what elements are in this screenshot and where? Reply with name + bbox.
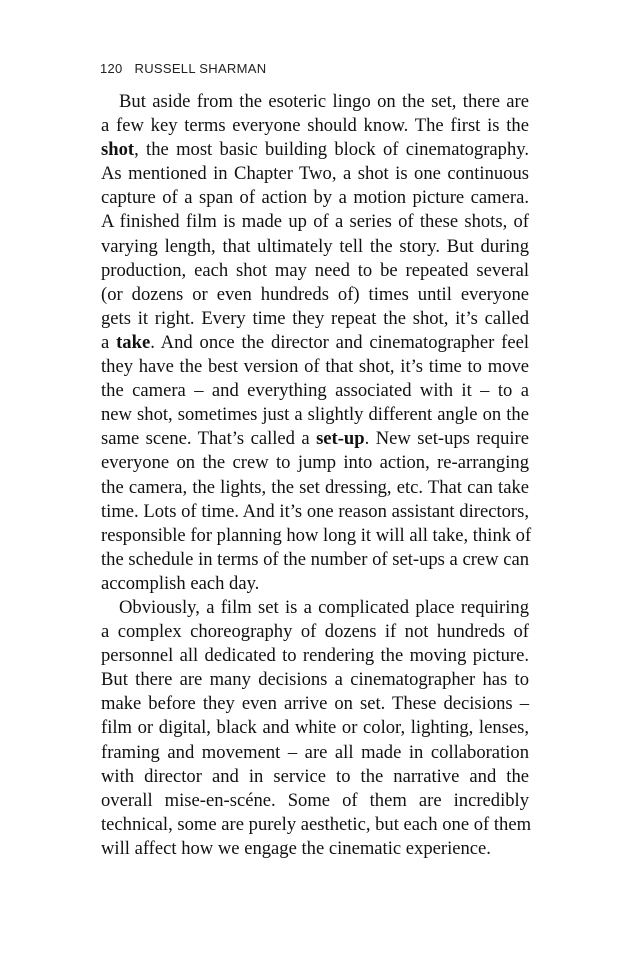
text-line [101, 162, 529, 186]
text-line [101, 235, 529, 259]
text-line [101, 741, 529, 765]
text-line [101, 307, 529, 331]
text-line [101, 620, 529, 644]
text-run: framing and movement – are all made in collaboration [101, 741, 529, 763]
text-run: everyone on the crew to jump into action, re-arranging [101, 452, 529, 474]
text-run: capture of a span of action by a motion picture camera. [101, 187, 529, 209]
text-line [101, 403, 529, 427]
text-line [101, 596, 529, 620]
text-run: , the most basic building block of cinematography. [134, 139, 529, 161]
text-run: overall mise-en-scéne. Some of them are incredibly [101, 789, 529, 811]
text-line [101, 668, 529, 692]
text-line [101, 572, 529, 596]
key-term: take [116, 331, 151, 353]
text-line [101, 692, 529, 716]
text-line [101, 837, 529, 861]
text-run: the schedule in terms of the number of set-ups a crew can [101, 548, 530, 570]
text-line [101, 427, 529, 451]
text-run: will affect how we engage the cinematic experience. [101, 837, 491, 859]
text-run: But aside from the esoteric lingo on the set, there are [119, 91, 529, 112]
text-line [101, 379, 529, 403]
text-run: a complex choreography of dozens if not hundreds of [101, 621, 529, 643]
text-run: same scene. That’s called a [101, 428, 317, 450]
text-line [101, 524, 532, 548]
text-run: But there are many decisions a cinematographer has to [101, 669, 529, 691]
text-run: a few key terms everyone should know. The first is the [101, 115, 529, 137]
text-line [101, 548, 529, 572]
text-line [101, 644, 529, 668]
key-term: set-up [316, 428, 365, 450]
body-text [101, 90, 532, 861]
text-run: accomplish each day. [101, 572, 260, 594]
text-line [101, 813, 532, 837]
text-run: . New set-ups require [364, 428, 529, 450]
text-run: As mentioned in Chapter Two, a shot is one continuous [101, 163, 529, 185]
text-line [101, 765, 529, 789]
text-line [101, 259, 529, 283]
text-run: the camera, the lights, the set dressing, etc. That can take [101, 476, 529, 498]
text-run: with director and in service to the narrative and the [101, 765, 529, 787]
text-line [101, 114, 529, 138]
text-run: film or digital, black and white or color, lighting, lenses, [101, 717, 529, 739]
text-run: personnel all dedicated to rendering the moving picture. [101, 645, 529, 667]
text-line [101, 500, 529, 524]
text-line [101, 90, 529, 114]
text-run: A finished film is made up of a series of these shots, of [101, 211, 529, 233]
text-line [101, 476, 529, 500]
text-line [101, 716, 529, 740]
text-run: they have the best version of that shot, it’s time to move [101, 356, 529, 378]
text-run: a [101, 331, 117, 353]
text-run: . And once the director and cinematographer feel [150, 331, 530, 353]
text-run: make before they even arrive on set. These decisions – [101, 693, 529, 715]
text-line [101, 789, 529, 813]
text-run: the camera – and everything associated with it – to a [101, 380, 529, 402]
text-run: technical, some are purely aesthetic, but each one of them [101, 813, 532, 835]
page-number: 120 [100, 61, 123, 76]
text-line [101, 138, 529, 162]
text-run: Obviously, a film set is a complicated place requiring [119, 596, 529, 618]
key-term: shot [101, 139, 135, 161]
text-run: varying length, that ultimately tell the story. But during [101, 235, 529, 257]
text-run: time. Lots of time. And it’s one reason assistant directors, [101, 500, 529, 522]
text-line [101, 283, 529, 307]
text-run: new shot, sometimes just a slightly different angle on the [101, 404, 529, 426]
text-line [101, 355, 529, 379]
text-line [101, 451, 529, 475]
text-line [101, 331, 529, 355]
running-head [100, 61, 266, 76]
running-head-author: RUSSELL SHARMAN [134, 61, 267, 76]
text-line [101, 210, 529, 234]
text-run: production, each shot may need to be repeated several [101, 259, 529, 281]
paragraph [101, 90, 532, 596]
text-run: responsible for planning how long it will all take, think of [101, 524, 532, 546]
text-run: (or dozens or even hundreds of) times until everyone [101, 283, 529, 305]
paragraph [101, 596, 532, 861]
text-run: gets it right. Every time they repeat the shot, it’s called [101, 307, 529, 329]
text-line [101, 186, 529, 210]
